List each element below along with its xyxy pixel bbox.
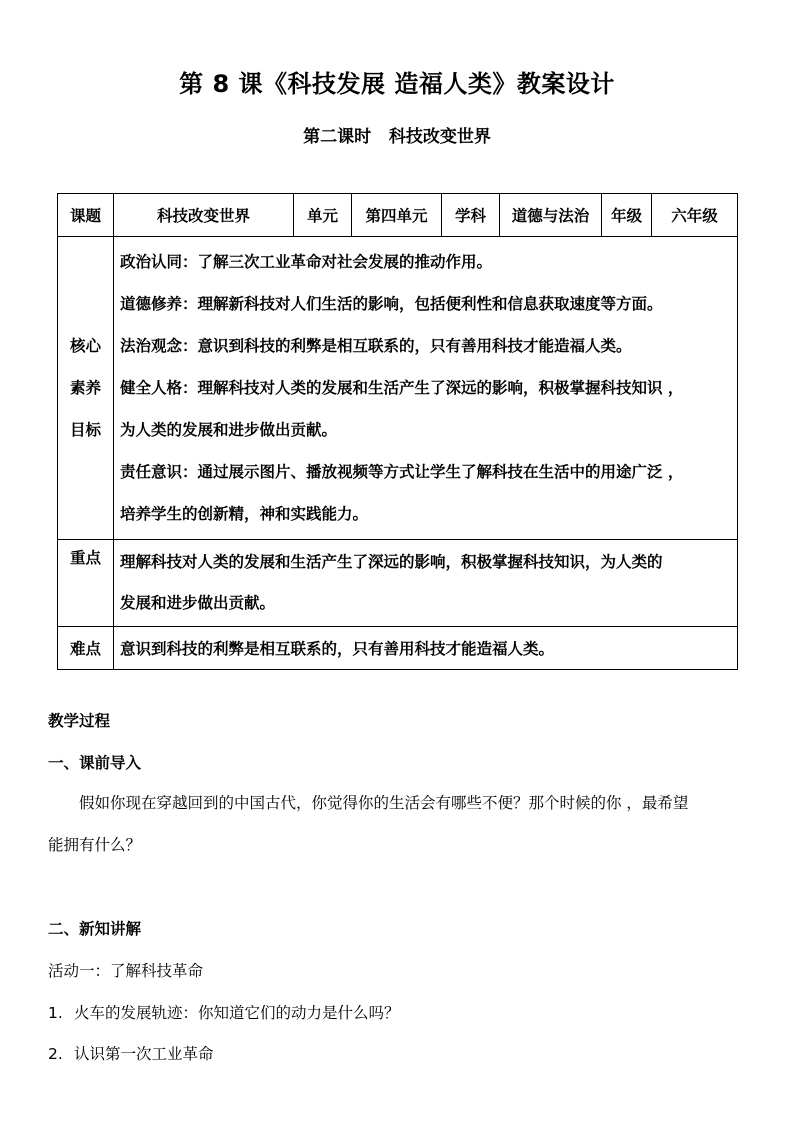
activity-title: 活动一：了解科技革命 — [48, 962, 204, 980]
list-text: 火车的发展轨迹：你知道它们的动力是什么吗？ — [74, 1004, 400, 1022]
key-point-label: 重点 — [58, 540, 114, 627]
subject-label: 学科 — [442, 194, 500, 237]
section-one-heading: 一、课前导入 — [48, 754, 142, 772]
core-line: 法治观念：意识到科技的利弊是相互联系的，只有善用科技才能造福人类。 — [120, 337, 632, 355]
core-literacy-row — [58, 237, 738, 540]
topic-value: 科技改变世界 — [114, 194, 294, 237]
core-line: 为人类的发展和进步做出贡献。 — [120, 421, 338, 439]
process-heading: 教学过程 — [48, 712, 111, 730]
list-text: 认识第一次工业革命 — [74, 1045, 214, 1063]
core-line: 健全人格：理解科技对人类的发展和生活产生了深远的影响，积极掌握科技知识 ， — [120, 379, 684, 397]
list-number: 1. — [48, 1004, 63, 1022]
list-number: 2. — [48, 1045, 63, 1063]
section-two-heading: 二、新知讲解 — [48, 920, 142, 938]
key-point-content — [114, 540, 738, 627]
core-literacy-content — [114, 237, 738, 540]
core-label-line: 素养 — [69, 379, 101, 397]
difficulty-content: 意识到科技的利弊是相互联系的，只有善用科技才能造福人类。 — [114, 627, 738, 670]
section-one-paragraph — [48, 782, 748, 824]
topic-label: 课题 — [58, 194, 114, 237]
key-point-row — [58, 540, 738, 627]
unit-value: 第四单元 — [352, 194, 442, 237]
paragraph-line: 能拥有什么？ — [48, 836, 142, 854]
document-subtitle: 第二课时 科技改变世界 — [303, 127, 491, 147]
core-line: 政治认同：了解三次工业革命对社会发展的推动作用。 — [120, 253, 493, 271]
document-title: 第 8 课《科技发展 造福人类》教案设计 — [179, 70, 615, 98]
grade-value: 六年级 — [652, 194, 738, 237]
list-item — [48, 1001, 400, 1023]
lesson-plan-table — [57, 193, 738, 670]
key-line: 发展和进步做出贡献。 — [120, 594, 276, 612]
difficulty-row — [58, 627, 738, 670]
grade-label: 年级 — [602, 194, 652, 237]
core-label-line: 核心 — [69, 337, 101, 355]
core-line: 培养学生的创新精，神和实践能力。 — [120, 505, 369, 523]
key-line: 理解科技对人类的发展和生活产生了深远的影响，积极掌握科技知识，为人类的 — [120, 553, 663, 571]
core-label-line: 目标 — [69, 421, 101, 439]
difficulty-label: 难点 — [58, 627, 114, 670]
core-line: 责任意识：通过展示图片、播放视频等方式让学生了解科技在生活中的用途广泛 ， — [120, 463, 684, 481]
list-item — [48, 1042, 214, 1064]
table-header-row — [58, 194, 738, 237]
core-literacy-label — [58, 237, 114, 540]
section-one-paragraph-cont — [48, 824, 748, 866]
unit-label: 单元 — [294, 194, 352, 237]
subject-value: 道德与法治 — [500, 194, 602, 237]
paragraph-line: 假如你现在穿越回到的中国古代，你觉得你的生活会有哪些不便？那个时候的你 ，最希望 — [79, 794, 689, 812]
core-line: 道德修养：理解新科技对人们生活的影响，包括便利性和信息获取速度等方面。 — [120, 295, 663, 313]
